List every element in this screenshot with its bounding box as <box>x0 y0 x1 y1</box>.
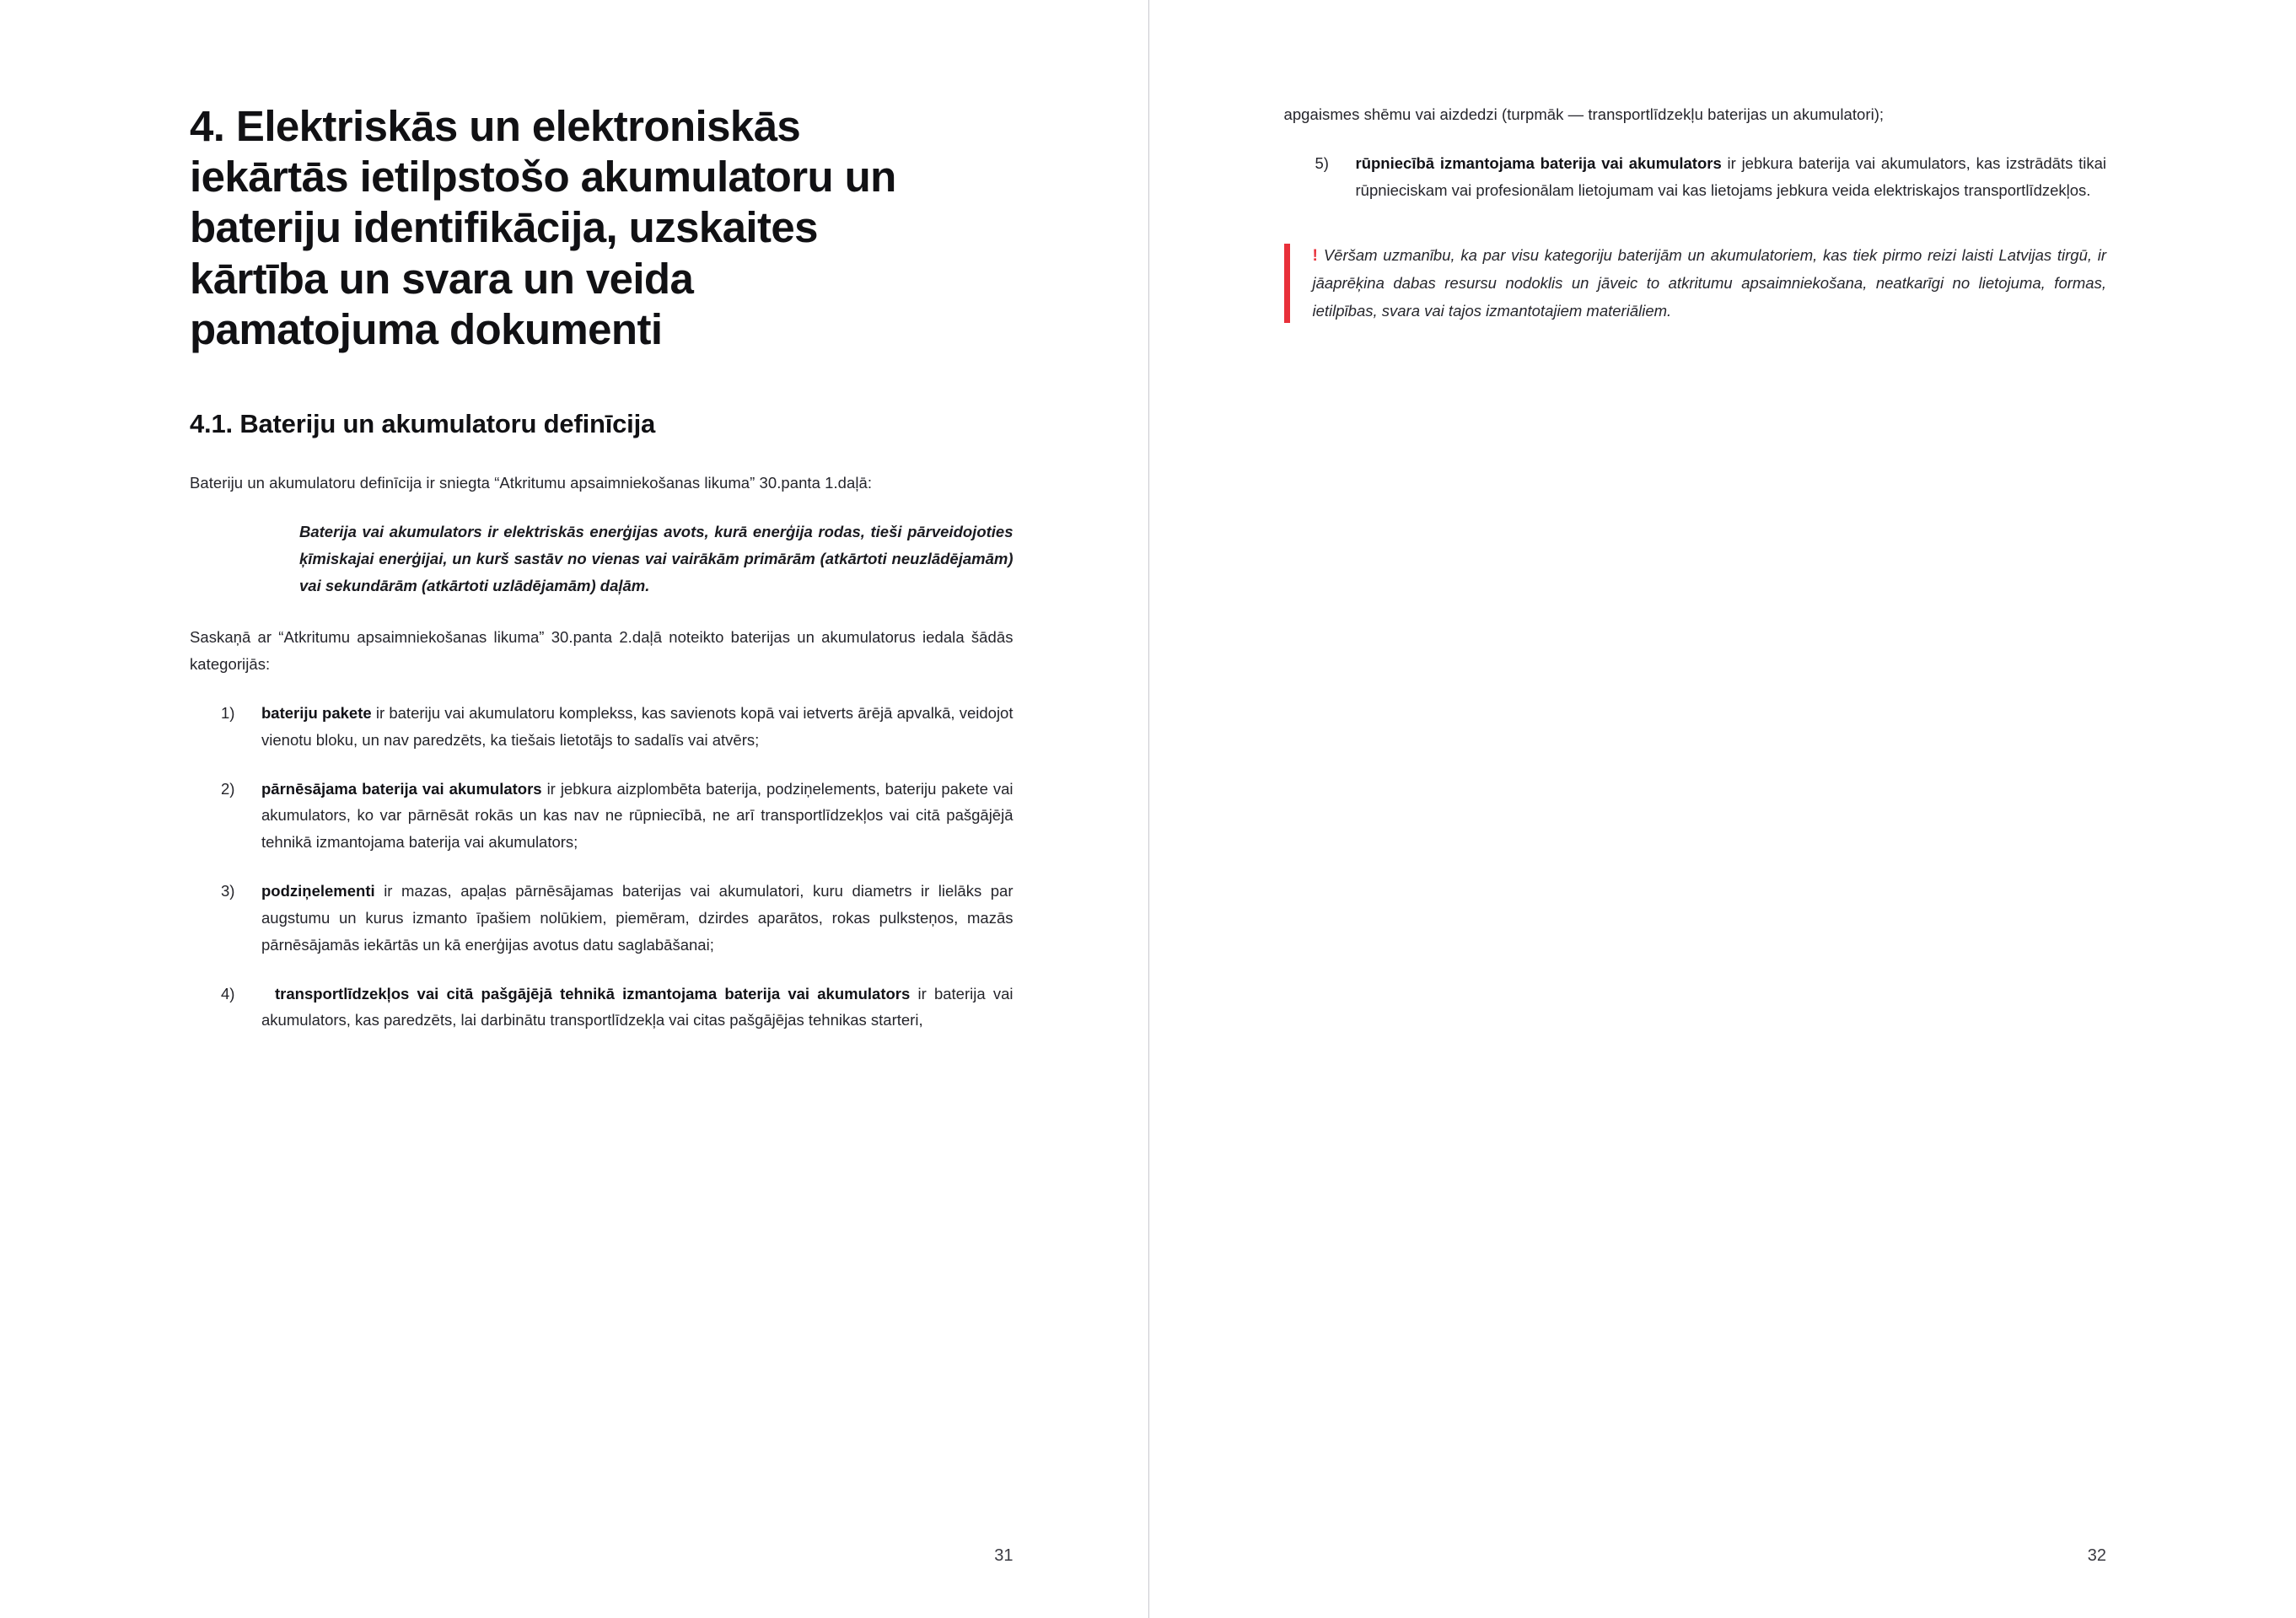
intro-paragraph: Bateriju un akumulatoru definīcija ir sniegta “Atkritumu apsaimniekošanas likuma” 30.panta 1.daļā: <box>190 474 873 492</box>
list-item-marker: 5) <box>1315 153 1329 172</box>
category-list-right <box>1284 150 2107 204</box>
list-item-text: ir bateriju vai akumulatoru komplekss, kas savienots kopā vai ietverts ārējā apvalkā, veidojot vienotu bloku, un nav paredzēts, ka tiešais lietotājs to sadalīs vai atvērs; <box>261 704 1014 749</box>
right-page <box>1148 0 2296 1618</box>
list-item-marker: 4) <box>221 984 235 1003</box>
page-title: 4. Elektriskās un elektroniskās iekārtās ietilpstošo akumulatoru un bateriju identifikācija, uzskaites kārtība un svara un veida pamatojuma dokumenti <box>190 102 896 353</box>
continuation-paragraph: apgaismes shēmu vai aizdedzi (turpmāk — transportlīdzekļu baterijas un akumulatori); <box>1283 105 1885 123</box>
category-list-left <box>190 700 1014 1034</box>
definition-quote <box>190 519 1014 599</box>
list-item <box>1315 150 2107 204</box>
list-item-marker: 1) <box>221 704 235 723</box>
list-item-marker: 2) <box>221 779 235 798</box>
list-item-term: podziņelementi <box>261 882 375 900</box>
callout-text-wrap <box>1313 242 2107 324</box>
list-item-term: transportlīdzekļos vai citā pašgājējā tehnikā izmantojama baterija vai akumulators <box>275 984 911 1003</box>
list-item <box>221 776 1014 856</box>
lead-in-paragraph: Saskaņā ar “Atkritumu apsaimniekošanas likuma” 30.panta 2.daļā noteikto baterijas un akumulatorus iedala šādās kategorijās: <box>190 628 1014 674</box>
list-item-text: ir baterija vai akumulators, kas paredzēts, lai darbinātu transportlīdzekļa vai citas pašgājējas tehnikas starteri, <box>261 984 1014 1029</box>
definition-quote-text: Baterija vai akumulators ir elektriskās enerģijas avots, kurā enerģija rodas, tieši pārveidojoties ķīmiskajai enerģijai, un kurš sastāv no vienas vai vairākām primārām (atkārtoti neuzlādējamām) vai sekundārām (atkārtoti uzlādējamām) daļām. <box>299 522 1014 594</box>
list-item-term: pārnēsājama baterija vai akumulators <box>261 779 542 798</box>
page-number-left: 31 <box>994 1546 1014 1565</box>
list-item-text: ir mazas, apaļas pārnēsājamas baterijas vai akumulatori, kuru diametrs ir lielāks par augstumu un kurus izmanto īpašiem nolūkiem, piemēram, dzirdes aparātos, rokas pulksteņos, mazās pārnēsājamās iekārtās un kā enerģijas avotus datu saglabāšanai; <box>261 882 1014 954</box>
list-item-text: ir jebkura aizplombēta baterija, podziņelements, bateriju pakete vai akumulators, ko var pārnēsāt rokās un kas nav ne rūpniecībā, ne arī transportlīdzekļos vai citā pašgājējā tehnikā izmantojama baterija vai akumulators; <box>261 779 1014 852</box>
list-item-text: ir jebkura baterija vai akumulators, kas izstrādāts tikai rūpnieciskam vai profesionālam lietojumam vai kas lietojams jebkura veida elektriskajos transportlīdzekļos. <box>1355 153 2106 199</box>
page-number-right: 32 <box>2087 1546 2106 1565</box>
callout-text: Vēršam uzmanību, ka par visu kategoriju baterijām un akumulatoriem, kas tiek pirmo reizi laisti Latvijas tirgū, ir jāaprēķina dabas resursu nodoklis un jāveic to atkritumu apsaimniekošana, neatkarīgi no lietojuma, formas, ietilpības, svara vai tajos izmantotajiem materiāliem. <box>1312 246 2106 320</box>
list-item <box>221 700 1014 754</box>
list-item-term: bateriju pakete <box>261 704 372 723</box>
list-item-term: rūpniecībā izmantojama baterija vai akumulators <box>1355 153 1722 172</box>
list-item <box>221 981 1014 1035</box>
list-item <box>221 878 1014 958</box>
list-item-marker: 3) <box>221 882 235 900</box>
section-heading: 4.1. Bateriju un akumulatoru definīcija <box>190 408 656 438</box>
exclamation-icon: ! <box>1312 247 1318 266</box>
callout-accent-bar <box>1284 244 1290 322</box>
callout-note <box>1284 240 2107 325</box>
